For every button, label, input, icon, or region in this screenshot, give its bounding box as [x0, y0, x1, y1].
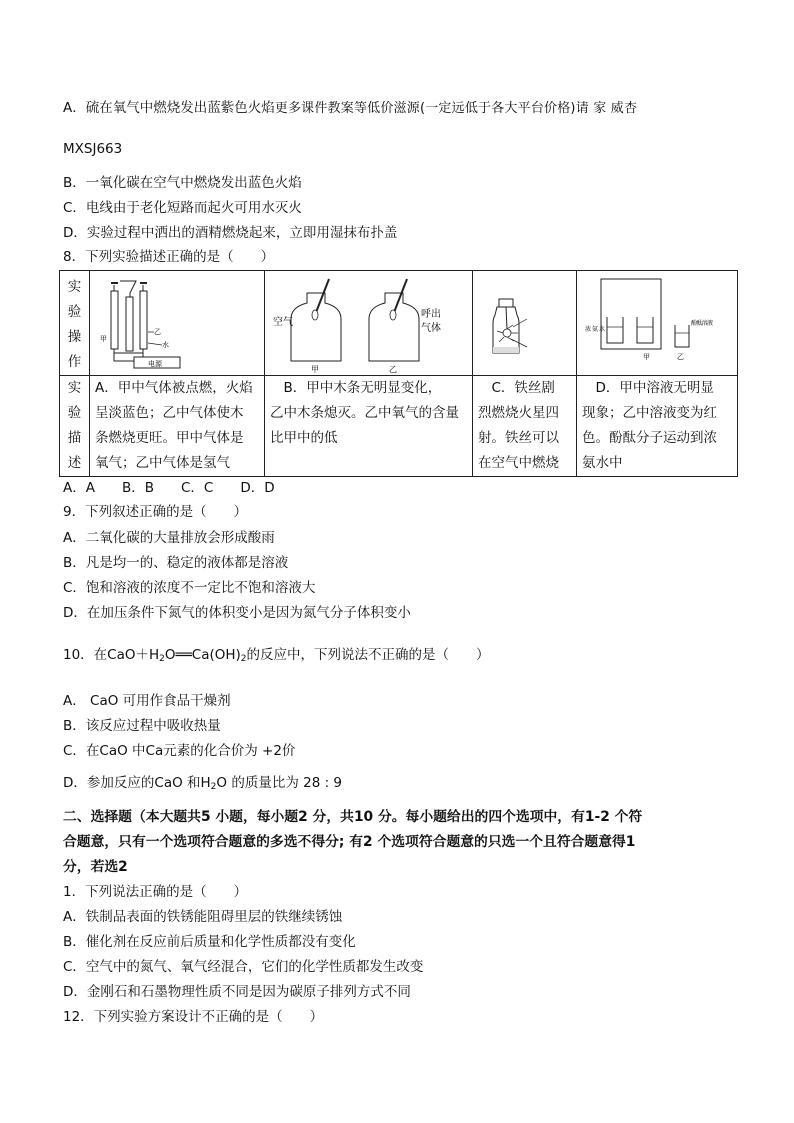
q9-option-b: B．凡是均一的、稳定的液体都是溶液 — [63, 555, 289, 571]
q10-option-c: C．在CaO 中Ca元素的化合价为 +2价 — [63, 743, 296, 759]
q10-stem — [63, 646, 490, 668]
label-char: 作 — [67, 354, 82, 370]
option-part: D．参加反应的CaO 和H — [63, 775, 211, 791]
q8-desc-d — [577, 376, 738, 477]
subscript: 2 — [159, 654, 165, 664]
q8-figure-b-cell — [265, 271, 473, 376]
q9-option-a: A．二氧化碳的大量排放会形成酸雨 — [63, 530, 275, 546]
water-label: 水 — [162, 341, 169, 349]
q8-figure-c-cell — [473, 271, 577, 376]
label-char: 实 — [67, 279, 82, 295]
jia-label: 甲 — [100, 335, 107, 343]
desc-line: 氨水中 — [582, 455, 623, 471]
q7-option-b: B．一氧化碳在空气中燃烧发出蓝色火焰 — [63, 175, 302, 191]
desc-line: 呈淡蓝色；乙中气体使木 — [95, 405, 244, 421]
q11-option-d: D．金刚石和石墨物理性质不同是因为碳原子排列方式不同 — [63, 984, 411, 1000]
ad-id: MXSJ663 — [63, 141, 123, 157]
q12-stem: 12．下列实验方案设计不正确的是（ ） — [63, 1009, 324, 1025]
q9-option-c: C．饱和溶液的浓度不一定比不饱和溶液大 — [63, 580, 316, 596]
desc-line: 在空气中燃烧 — [478, 455, 559, 471]
ammonia-svg — [577, 271, 738, 375]
stem-part: 的反应中，下列说法不正确的是（ ） — [246, 647, 490, 663]
q7-option-d: D．实验过程中洒出的酒精燃烧起来，立即用湿抹布扑盖 — [63, 225, 398, 241]
subscript: 2 — [210, 782, 217, 792]
electrolysis-svg — [90, 271, 265, 375]
q8-table — [59, 270, 738, 477]
q7-option-a-text: A．硫在氧气中燃烧发出蓝紫色火焰 — [63, 100, 275, 116]
desc-line: D．甲中溶液无明显 — [582, 380, 714, 396]
label-char: 验 — [67, 304, 82, 320]
ammonia-label: 浓氨水 — [585, 326, 605, 333]
yi-label: 乙 — [154, 328, 161, 336]
desc-line: 现象；乙中溶液变为红 — [582, 405, 717, 421]
desc-line: 条燃烧更旺。甲中气体是 — [95, 430, 244, 446]
desc-line: B．甲中木条无明显变化， — [270, 380, 442, 396]
q7-option-a — [63, 99, 637, 118]
q10-option-b: B．该反应过程中吸收热量 — [63, 718, 221, 734]
q8-row1-label — [60, 271, 90, 376]
q8-desc-c — [473, 376, 577, 477]
ammonia-diffusion-figure — [577, 271, 737, 375]
q8-options: A．A B．B C．C D．D — [63, 480, 275, 496]
desc-line: A．甲中气体被点燃，火焰 — [95, 380, 253, 396]
label-char: 描 — [67, 430, 82, 446]
q9-stem: 9．下列叙述正确的是（ ） — [63, 504, 248, 520]
q8-row-operation — [60, 271, 738, 376]
desc-line: 氧气；乙中气体是氢气 — [95, 455, 230, 471]
q8-row-description — [60, 376, 738, 477]
power-label: 电源 — [148, 360, 162, 368]
stem-part: 10．在CaO＋H — [63, 647, 160, 663]
electrolysis-apparatus-figure — [90, 271, 264, 375]
label-char: 实 — [67, 380, 82, 396]
q11-option-b: B．催化剂在反应前后质量和化学性质都没有变化 — [63, 934, 356, 950]
desc-line: 比甲中的低 — [270, 430, 338, 446]
desc-line: C．铁丝剧 — [478, 380, 555, 396]
q8-figure-a-cell — [90, 271, 265, 376]
ad-text: 更多课件教案等低价滋源(一定远低于各大平台价格)请 家 威杏 — [274, 101, 638, 116]
subscript: 2 — [240, 654, 247, 664]
label-char: 述 — [67, 455, 82, 471]
exhale-label: 呼出 — [421, 309, 441, 320]
q11-stem: 1．下列说法正确的是（ ） — [63, 884, 248, 900]
q11-option-c: C．空气中的氮气、氧气经混合，它们的化学性质都发生改变 — [63, 959, 424, 975]
jia-label: 甲 — [643, 353, 650, 361]
q9-option-d: D．在加压条件下氮气的体积变小是因为氮气分子体积变小 — [63, 605, 411, 621]
q8-desc-b — [265, 376, 473, 477]
q10-option-d — [63, 774, 342, 796]
section2-line3: 分，若选2 — [63, 859, 128, 875]
q8-figure-d-cell — [577, 271, 738, 376]
q10-option-a: A． CaO 可用作食品干燥剂 — [63, 693, 231, 709]
section2-line2: 合题意，只有一个选项符合题意的多选不得分; 有2 个选项符合题意的只选一个且符合题意得1 — [63, 834, 636, 850]
q8-row2-label — [60, 376, 90, 477]
iron-wire-svg — [473, 271, 577, 375]
yi-label: 乙 — [389, 365, 397, 374]
stem-part: O══Ca(OH) — [164, 647, 241, 663]
label-char: 验 — [67, 405, 82, 421]
desc-line: 色。酚酞分子运动到浓 — [582, 430, 717, 446]
q8-desc-a — [90, 376, 265, 477]
iron-wire-figure — [473, 271, 576, 375]
bottles-svg — [265, 271, 473, 375]
desc-line: 烈燃烧火星四 — [478, 405, 559, 421]
phenol-label: 酚酞溶液 — [691, 320, 713, 327]
yi-label: 乙 — [677, 353, 684, 361]
jia-label: 甲 — [311, 365, 319, 374]
desc-line: 乙中木条熄灭。乙中氧气的含量 — [270, 405, 459, 421]
gas-label: 气体 — [421, 323, 441, 334]
q8-stem: 8．下列实验描述正确的是（ ） — [63, 249, 275, 265]
desc-line: 射。铁丝可以 — [478, 430, 559, 446]
option-part: O 的质量比为 28 : 9 — [216, 775, 343, 791]
bottles-figure — [265, 271, 472, 375]
section2-line1: 二、选择题（本大题共5 小题，每小题2 分，共10 分。每小题给出的四个选项中，有1-2 个符 — [63, 809, 643, 825]
label-char: 操 — [67, 329, 82, 345]
q7-option-c: C．电线由于老化短路而起火可用水灭火 — [63, 200, 302, 216]
q11-option-a: A．铁制品表面的铁锈能阻碍里层的铁继续锈蚀 — [63, 909, 343, 925]
air-label: 空气 — [273, 317, 293, 328]
